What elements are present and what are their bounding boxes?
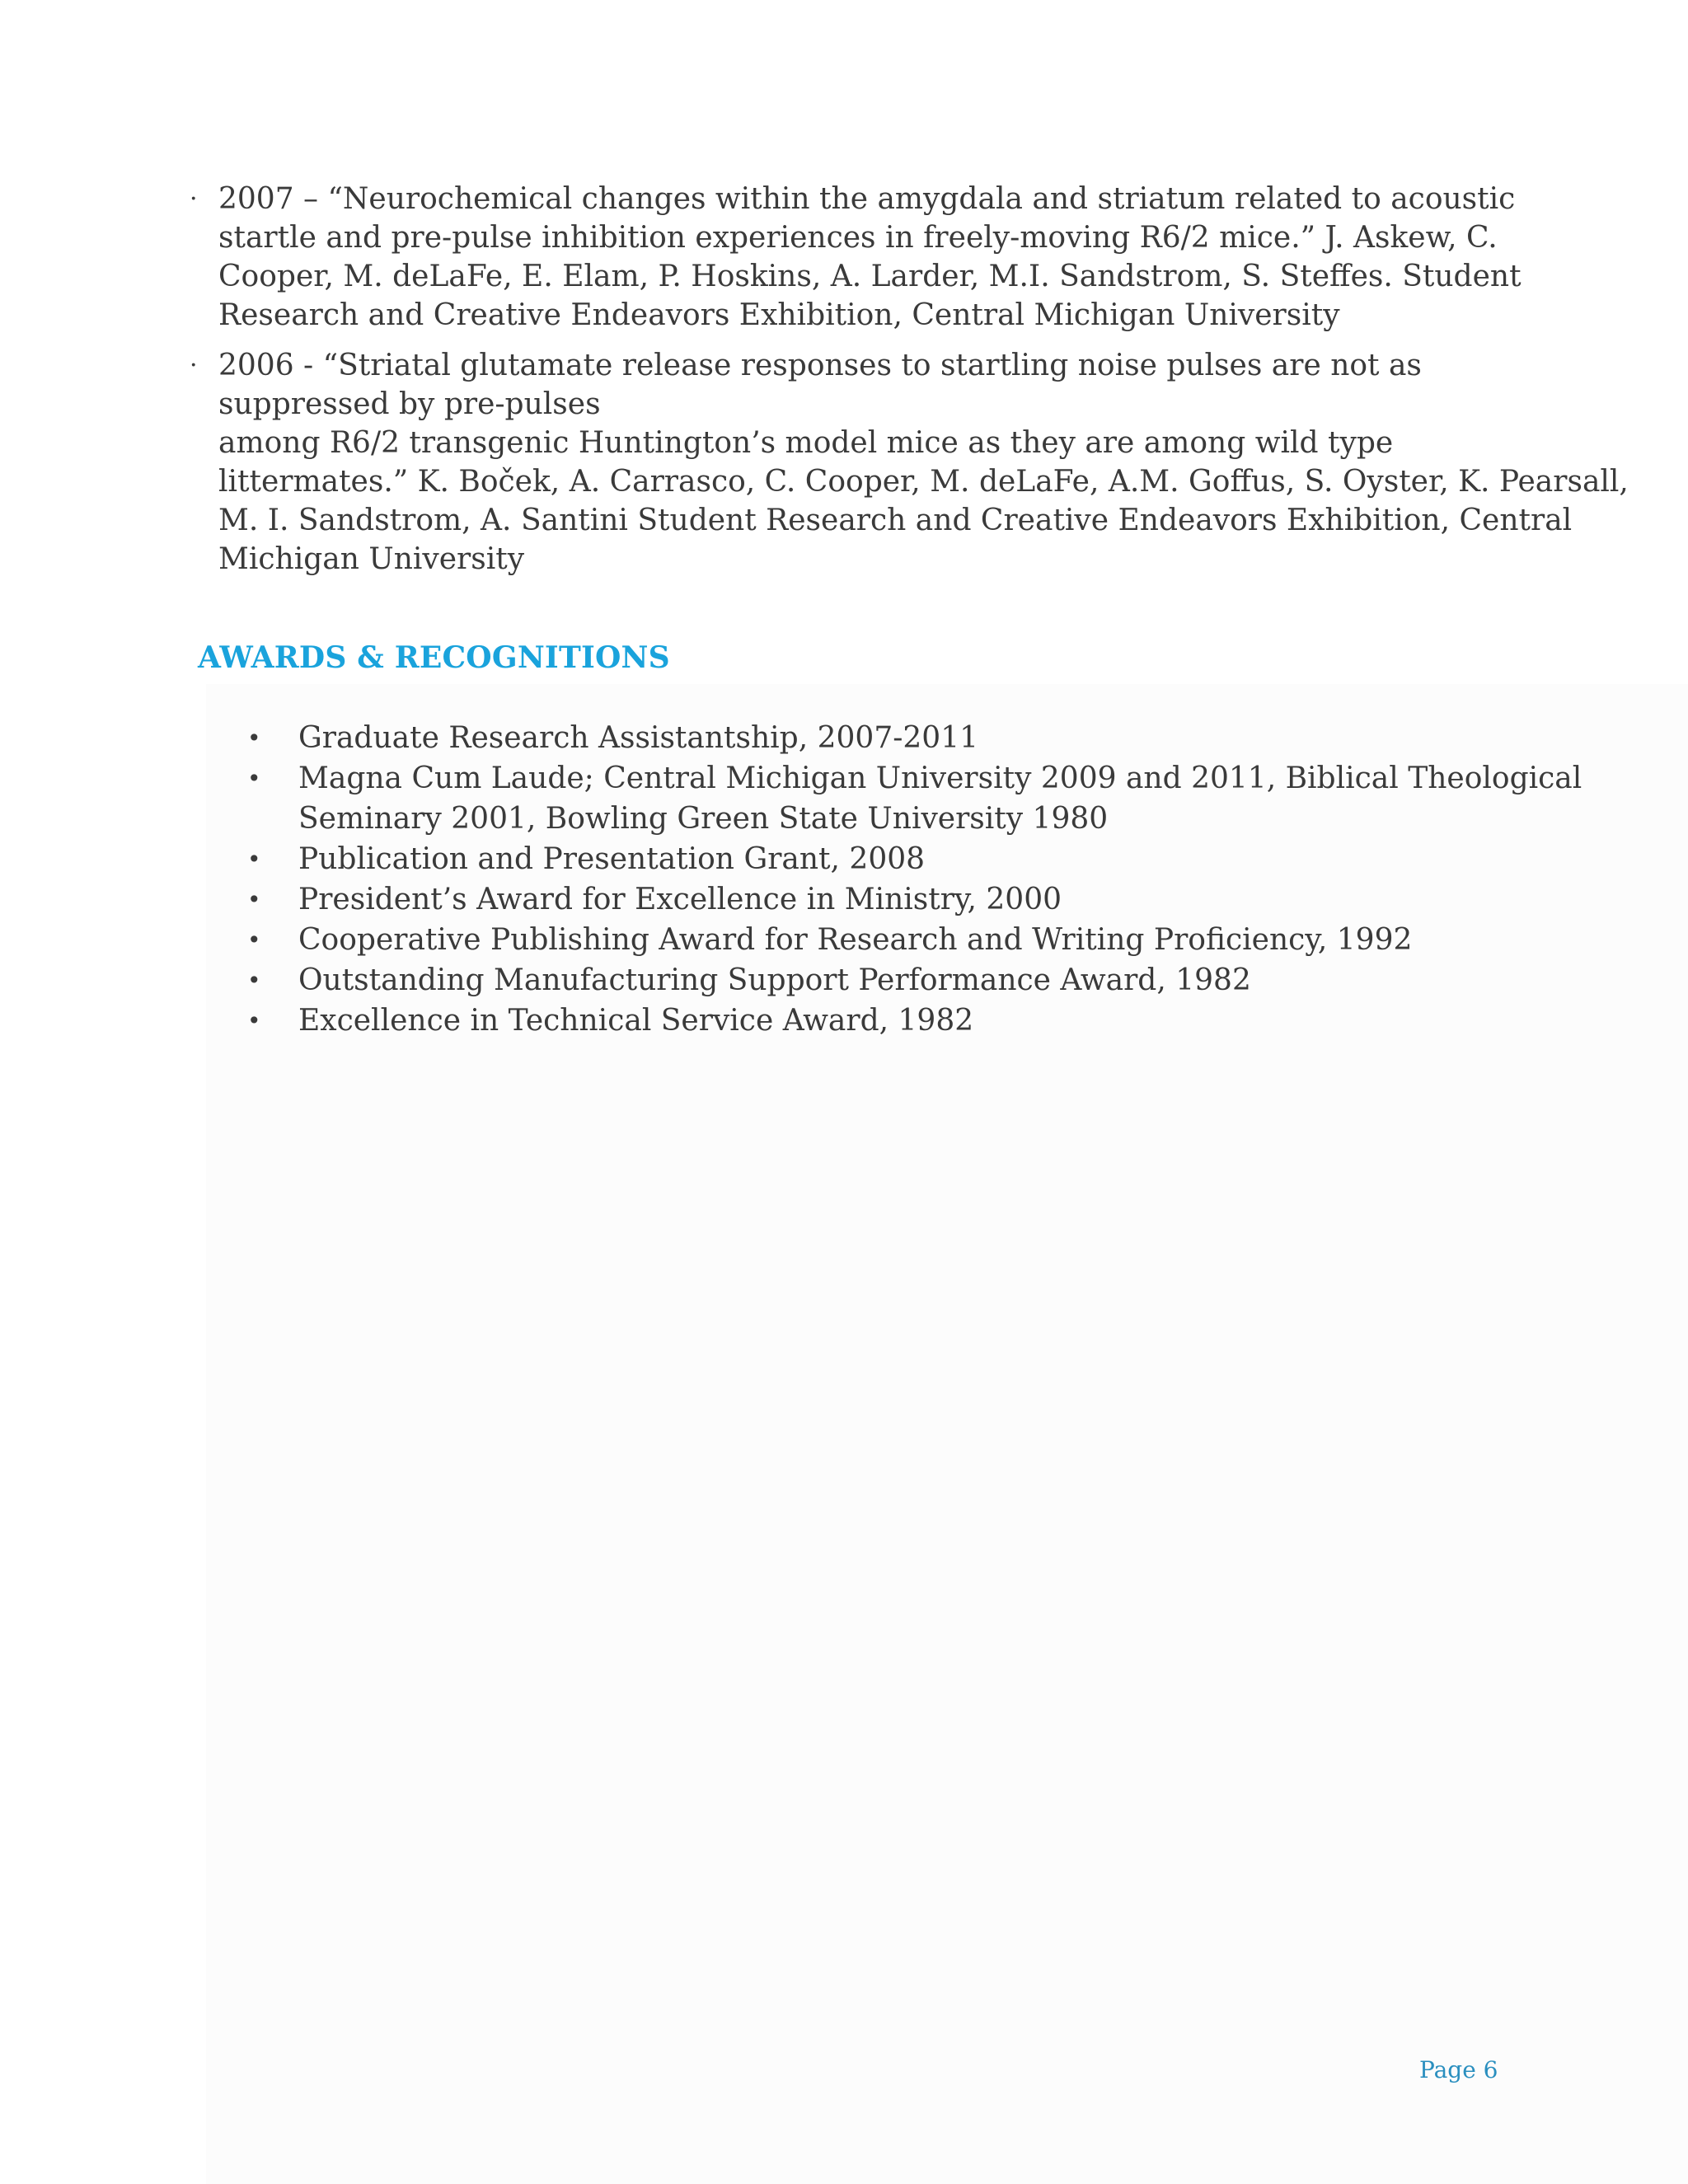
bullet-icon: •: [247, 1007, 261, 1034]
text-line: among R6/2 transgenic Huntington’s model mice as they are among wild type: [218, 426, 1394, 460]
bullet-icon: •: [247, 967, 261, 994]
text-line: M. I. Sandstrom, A. Santini Student Research and Creative Endeavors Exhibition, Central: [218, 504, 1573, 537]
bullet-icon: •: [247, 765, 261, 792]
award-text: [298, 920, 1517, 960]
presentation-entry: [190, 180, 1522, 335]
text-line: Research and Creative Endeavors Exhibition, Central Michigan University: [218, 298, 1340, 332]
awards-list: [247, 718, 1582, 1041]
bullet-icon: •: [247, 886, 261, 913]
text-line: President’s Award for Excellence in Ministry, 2000: [298, 883, 1062, 916]
section-heading-awards: AWARDS & RECOGNITIONS: [198, 640, 670, 675]
list-item: [247, 960, 1517, 1001]
text-line: suppressed by pre-pulses: [218, 387, 601, 421]
bullet-dot: ·: [190, 185, 198, 213]
text-line: Seminary 2001, Bowling Green State University 1980: [298, 802, 1109, 836]
list-item: [247, 758, 1582, 839]
award-text: [298, 879, 1517, 920]
list-item: [247, 839, 1517, 879]
presentation-text: [218, 346, 1629, 579]
text-line: littermates.” K. Boček, A. Carrasco, C. Cooper, M. deLaFe, A.M. Goffus, S. Oyster, K. Pearsall,: [218, 465, 1629, 499]
text-line: Graduate Research Assistantship, 2007-2011: [298, 721, 979, 755]
list-item: [247, 920, 1517, 960]
bullet-icon: •: [247, 724, 261, 752]
list-item: [247, 879, 1517, 920]
page-number: Page 6: [1419, 2056, 1498, 2083]
award-text: [298, 718, 1517, 758]
bullet-dot: ·: [190, 351, 198, 380]
text-line: Michigan University: [218, 542, 525, 576]
award-text: [298, 960, 1517, 1001]
list-item: [247, 718, 1517, 758]
award-text: [298, 1001, 1517, 1041]
text-line: 2007 – “Neurochemical changes within the amygdala and striatum related to acoustic: [218, 182, 1516, 216]
bullet-icon: •: [247, 846, 261, 873]
award-text: [298, 839, 1517, 879]
list-item: [247, 1001, 1517, 1041]
text-line: Outstanding Manufacturing Support Performance Award, 1982: [298, 963, 1251, 997]
text-line: Cooper, M. deLaFe, E. Elam, P. Hoskins, A. Larder, M.I. Sandstrom, S. Steffes. Student: [218, 260, 1522, 293]
text-line: Excellence in Technical Service Award, 1982: [298, 1004, 974, 1038]
presentation-text: [218, 180, 1522, 335]
text-line: Magna Cum Laude; Central Michigan University 2009 and 2011, Biblical Theological: [298, 762, 1582, 795]
presentation-entry: [190, 346, 1629, 579]
text-line: 2006 - “Striatal glutamate release responses to startling noise pulses are not as: [218, 349, 1422, 382]
text-line: startle and pre-pulse inhibition experiences in freely-moving R6/2 mice.” J. Askew, C.: [218, 221, 1498, 255]
award-text: [298, 758, 1582, 839]
text-line: Cooperative Publishing Award for Research and Writing Proficiency, 1992: [298, 923, 1413, 957]
bullet-icon: •: [247, 926, 261, 954]
text-line: Publication and Presentation Grant, 2008: [298, 842, 926, 876]
